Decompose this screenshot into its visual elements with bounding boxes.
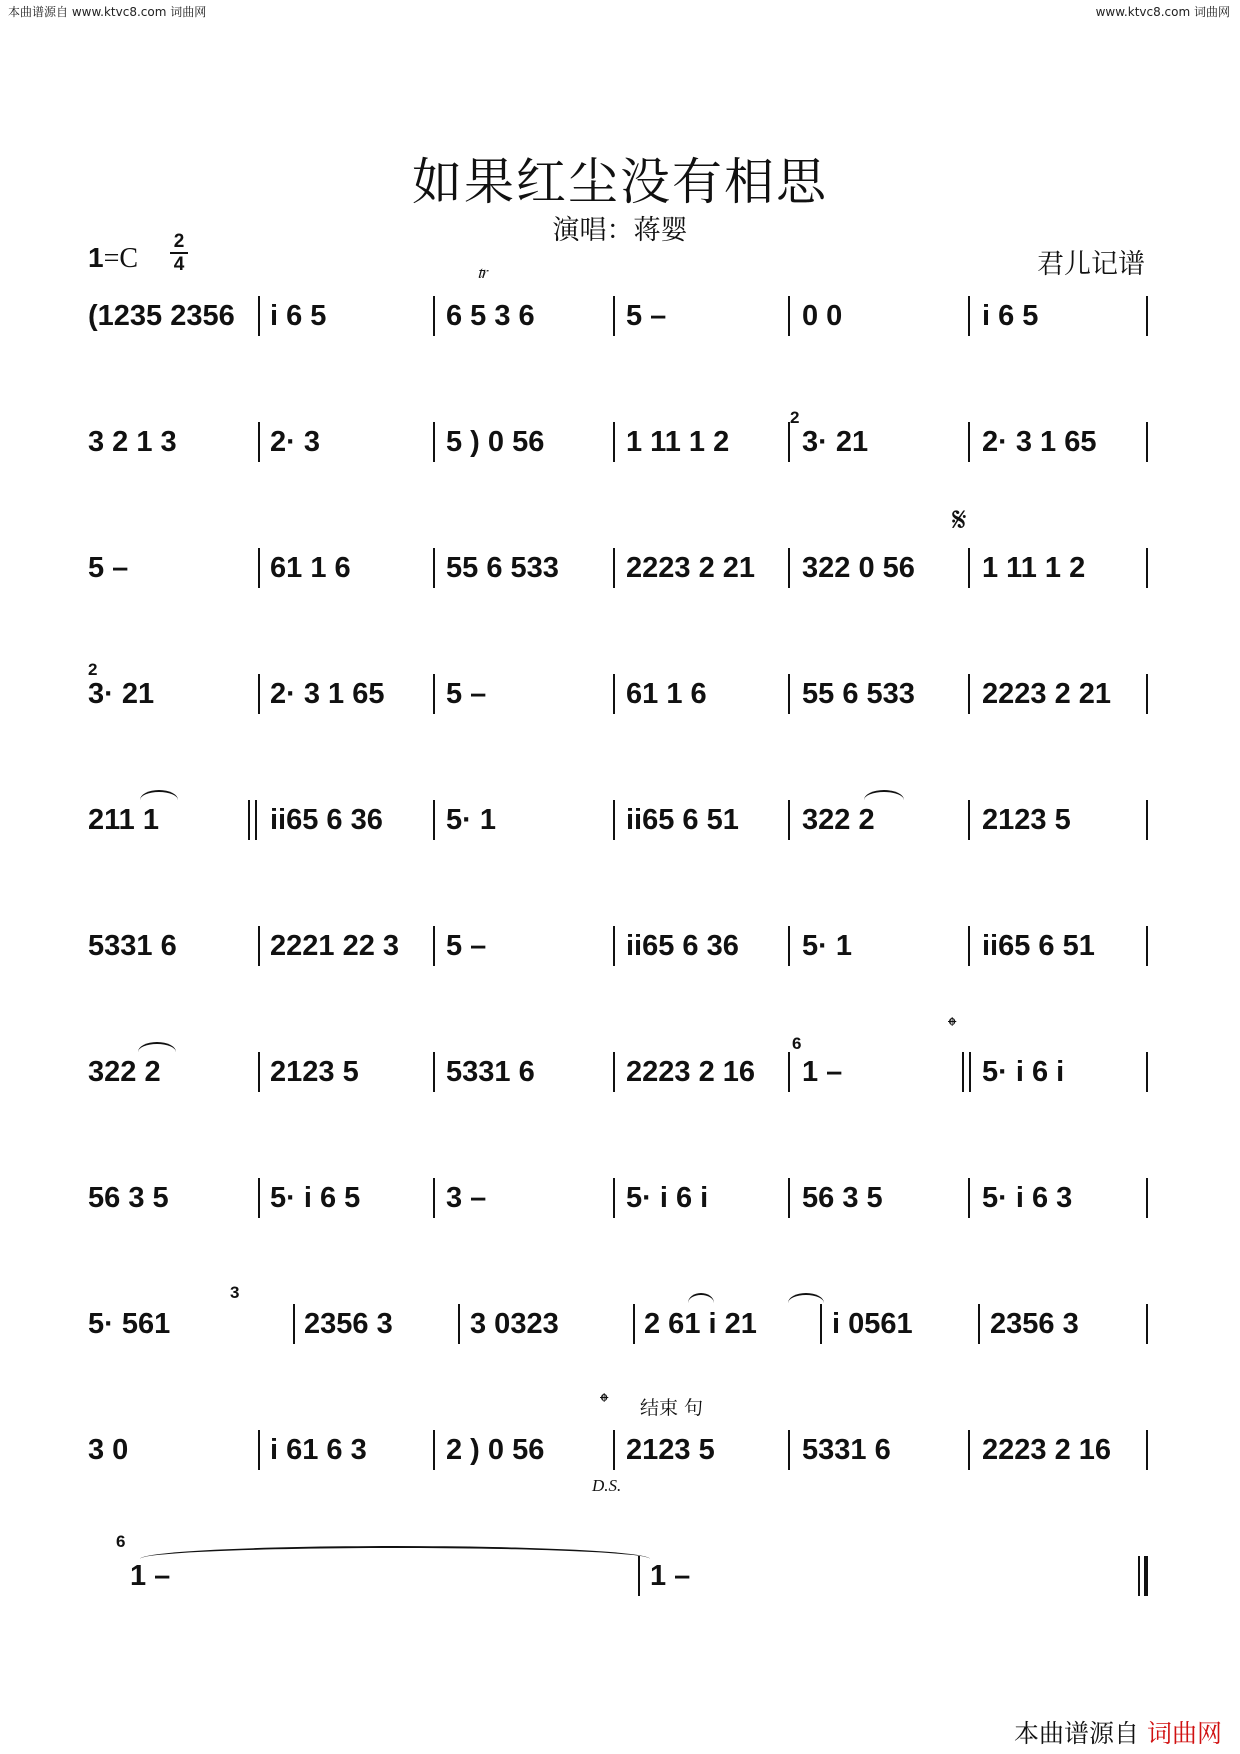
- watermark-right: www.ktvc8.com 词曲网: [1095, 5, 1230, 19]
- measure: 1 –: [802, 1056, 843, 1088]
- measure: 1 –: [130, 1560, 171, 1592]
- measure: 2· 3 1 65: [270, 678, 385, 710]
- measure: ii65 6 51: [982, 930, 1095, 962]
- trill-mark: 𝆖: [478, 262, 489, 283]
- coda-icon: 𝄌: [948, 1012, 957, 1040]
- measure: 322 2: [802, 804, 875, 836]
- score-row-10: [88, 1428, 1150, 1484]
- measure: 5· i 6 3: [982, 1182, 1073, 1214]
- measure: 61 1 6: [626, 678, 707, 710]
- measure: 322 2: [88, 1056, 161, 1088]
- measure: 2356 3: [990, 1308, 1079, 1340]
- score-row-4: [88, 672, 1150, 728]
- grace-note-mark: 2: [88, 660, 98, 679]
- singer-credit: 演唱：蒋婴: [552, 215, 688, 246]
- time-signature: [170, 232, 188, 274]
- measure: 3 2 1 3: [88, 426, 177, 458]
- measure: 2223 2 21: [626, 552, 756, 584]
- measure: 0 0: [802, 300, 843, 332]
- measure: 5 –: [88, 552, 129, 584]
- measure: 3 0323: [470, 1308, 559, 1340]
- score-row-6: [88, 924, 1150, 980]
- measure: 2· 3 1 65: [982, 426, 1097, 458]
- score-row-final: [88, 1540, 1150, 1600]
- score-row-9: [88, 1302, 1150, 1358]
- measure: i 61 6 3: [270, 1434, 367, 1466]
- measure: 61 1 6: [270, 552, 351, 584]
- key-equals: =C: [103, 243, 139, 274]
- grace-note-mark: 6: [792, 1034, 802, 1053]
- footer-site-link[interactable]: 词曲网: [1146, 1719, 1222, 1748]
- measure: 3 –: [446, 1182, 487, 1214]
- measure: 2123 5: [626, 1434, 715, 1466]
- measure: 2· 3: [270, 426, 320, 458]
- measure: 5331 6: [446, 1056, 535, 1088]
- dal-segno-mark: D.S.: [592, 1476, 622, 1495]
- measure: 5· 1: [802, 930, 852, 962]
- triplet-mark: 3: [230, 1283, 240, 1302]
- score-row-5: [88, 798, 1150, 854]
- measure: 322 0 56: [802, 552, 915, 584]
- measure: i 6 5: [982, 300, 1039, 332]
- measure: 5 –: [446, 678, 487, 710]
- footer-source-text: 本曲谱源自: [1014, 1719, 1140, 1748]
- time-top: 2: [173, 231, 185, 252]
- measure: 1 11 1 2: [982, 552, 1086, 584]
- measure: 2223 2 16: [626, 1056, 756, 1088]
- measure: 2123 5: [982, 804, 1071, 836]
- measure: 2223 2 21: [982, 678, 1112, 710]
- measure: ii65 6 36: [626, 930, 739, 962]
- key-tonic: 1: [88, 242, 104, 273]
- watermark-left: 本曲谱源自 www.ktvc8.com 词曲网: [8, 5, 207, 19]
- footer-source: [1014, 1714, 1222, 1750]
- measure: 1 –: [650, 1560, 691, 1592]
- measure: 2 ) 0 56: [446, 1434, 545, 1466]
- coda-icon: 𝄌: [600, 1388, 609, 1416]
- measure: 2221 22 3: [270, 930, 400, 962]
- measure: 2223 2 16: [982, 1434, 1112, 1466]
- measure: 55 6 533: [802, 678, 915, 710]
- measure: 2123 5: [270, 1056, 359, 1088]
- measure: 5 ) 0 56: [446, 426, 545, 458]
- measure: 5· 561: [88, 1308, 171, 1340]
- measure: 55 6 533: [446, 552, 559, 584]
- measure: 2 61 i 21: [644, 1308, 757, 1340]
- measure: 3· 21: [802, 426, 869, 458]
- measure: 2356 3: [304, 1308, 393, 1340]
- measure: ii65 6 36: [270, 804, 383, 836]
- score-row-2: [88, 420, 1150, 476]
- coda-ending-label: 结束 句: [640, 1397, 704, 1419]
- measure: 5 –: [446, 930, 487, 962]
- measure: 211 1: [88, 804, 159, 836]
- measure: 5· i 6 i: [626, 1182, 709, 1214]
- key-signature: [88, 242, 138, 275]
- transcriber-credit: 君儿记谱: [1037, 249, 1145, 280]
- measure: ii65 6 51: [626, 804, 739, 836]
- score-row-1: [88, 294, 1150, 350]
- measure: 5· i 6 i: [982, 1056, 1065, 1088]
- song-title: 如果红尘没有相思: [412, 153, 828, 211]
- score-row-3: [88, 546, 1150, 602]
- segno-icon: 𝄋: [952, 500, 967, 540]
- measure: (1235 2356: [88, 300, 235, 332]
- measure: 3 0: [88, 1434, 129, 1466]
- measure: 5· 1: [446, 804, 496, 836]
- measure: 5· i 6 5: [270, 1182, 361, 1214]
- score-row-7: [88, 1050, 1150, 1106]
- measure: 5 –: [626, 300, 667, 332]
- grace-note-mark: 2: [790, 408, 800, 427]
- time-bottom: 4: [173, 254, 185, 275]
- measure: i 0561: [832, 1308, 913, 1340]
- measure: i 6 5: [270, 300, 327, 332]
- grace-note-mark: 6: [116, 1532, 126, 1551]
- measure: 1 11 1 2: [626, 426, 730, 458]
- measure: 5331 6: [802, 1434, 891, 1466]
- measure: 56 3 5: [802, 1182, 883, 1214]
- measure: 6 5 3 6: [446, 300, 535, 332]
- measure: 56 3 5: [88, 1182, 169, 1214]
- score-row-8: [88, 1176, 1150, 1232]
- measure: 5331 6: [88, 930, 177, 962]
- measure: 3· 21: [88, 678, 155, 710]
